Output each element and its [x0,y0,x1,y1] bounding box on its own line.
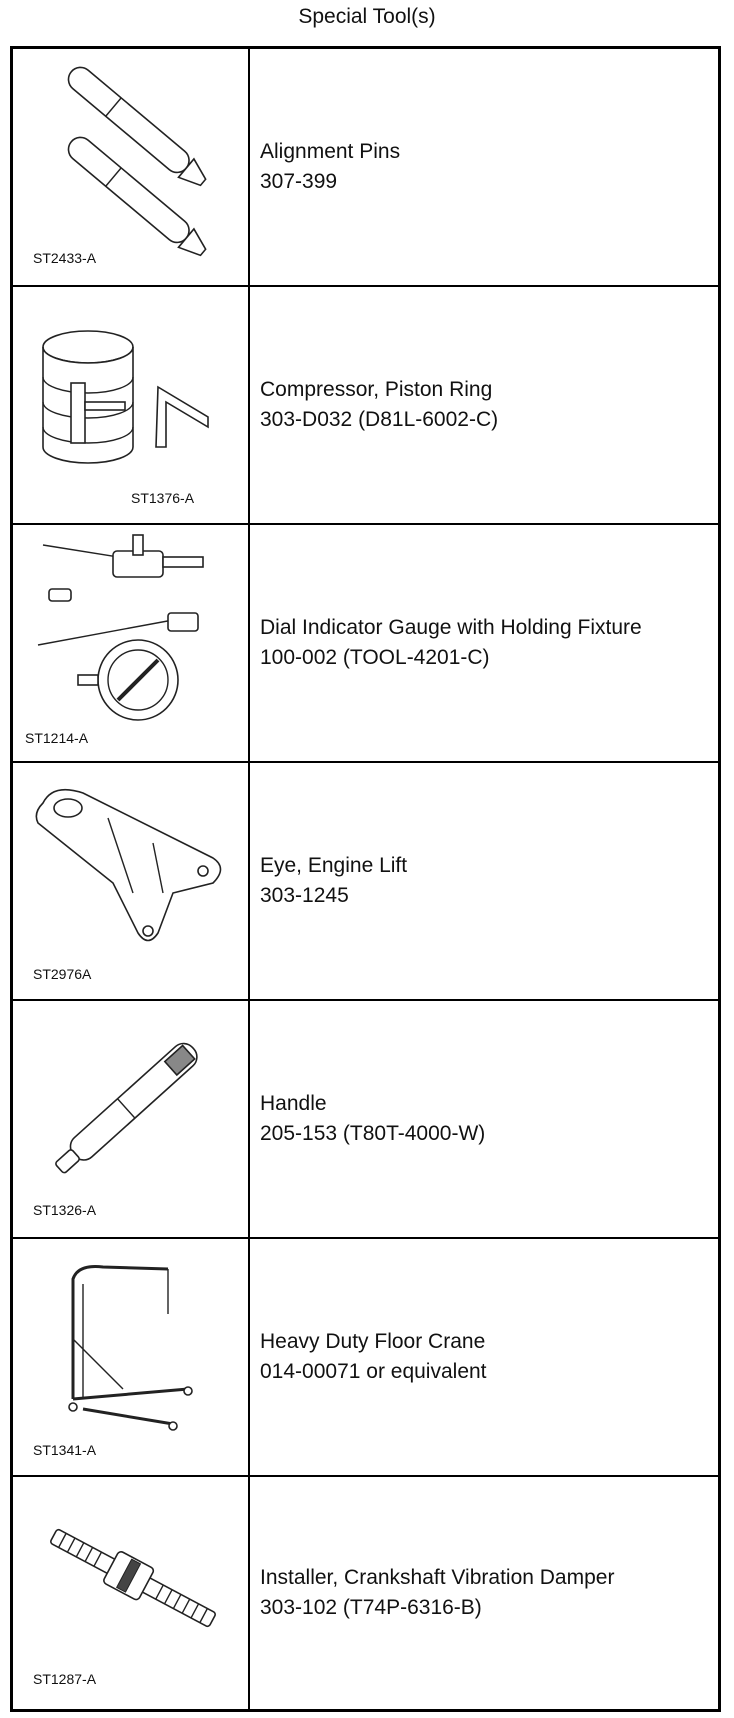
tool-number: 205-153 (T80T-4000-W) [260,1122,486,1145]
tool-row-piston-ring-compressor [13,287,718,525]
tool-row-dial-indicator [13,525,718,763]
piston-ring-compressor-illustration [13,287,248,523]
tool-code: ST1326-A [33,1202,97,1218]
tool-name: Dial Indicator Gauge with Holding Fixture [260,616,642,639]
tool-image-cell [13,1477,250,1709]
tool-code: ST1341-A [33,1442,97,1458]
handle-illustration [13,1001,248,1237]
tool-description-cell [250,1239,718,1475]
tool-description-cell [250,1001,718,1237]
tool-name: Handle [260,1092,327,1115]
tool-image-cell [13,1001,250,1237]
tool-description-cell [250,49,718,285]
engine-lift-eye-illustration [13,763,248,999]
tool-number: 303-102 (T74P-6316-B) [260,1596,482,1619]
tool-image-cell [13,49,250,285]
tool-name: Compressor, Piston Ring [260,378,493,401]
tool-row-damper-installer [13,1477,718,1709]
tool-code: ST2976A [33,966,92,982]
tool-number: 303-D032 (D81L-6002-C) [260,408,499,431]
tool-code: ST1214-A [25,730,89,746]
dial-indicator-illustration [13,525,248,761]
tool-number: 307-399 [260,170,338,193]
tool-description-cell [250,763,718,999]
tool-number: 014-00071 or equivalent [260,1360,487,1383]
tool-image-cell [13,1239,250,1475]
tool-number: 303-1245 [260,884,349,907]
alignment-pins-illustration [13,49,248,285]
tool-description-cell [250,287,718,523]
floor-crane-illustration [13,1239,248,1475]
tool-name: Installer, Crankshaft Vibration Damper [260,1566,615,1589]
special-tools-table [10,46,721,1712]
tool-code: ST1376-A [131,490,195,506]
tool-image-cell [13,287,250,523]
tool-name: Eye, Engine Lift [260,854,408,877]
tool-row-alignment-pins [13,49,718,287]
tool-row-floor-crane [13,1239,718,1477]
tool-image-cell [13,525,250,761]
page-title: Special Tool(s) [298,5,436,28]
tool-name: Alignment Pins [260,140,401,163]
tool-row-engine-lift-eye [13,763,718,1001]
tool-row-handle [13,1001,718,1239]
tool-description-cell [250,1477,718,1709]
damper-installer-illustration [13,1477,248,1709]
tool-description-cell [250,525,718,761]
tool-image-cell [13,763,250,999]
tool-code: ST1287-A [33,1671,97,1687]
tool-code: ST2433-A [33,250,97,266]
tool-number: 100-002 (TOOL-4201-C) [260,646,490,669]
tool-name: Heavy Duty Floor Crane [260,1330,486,1353]
